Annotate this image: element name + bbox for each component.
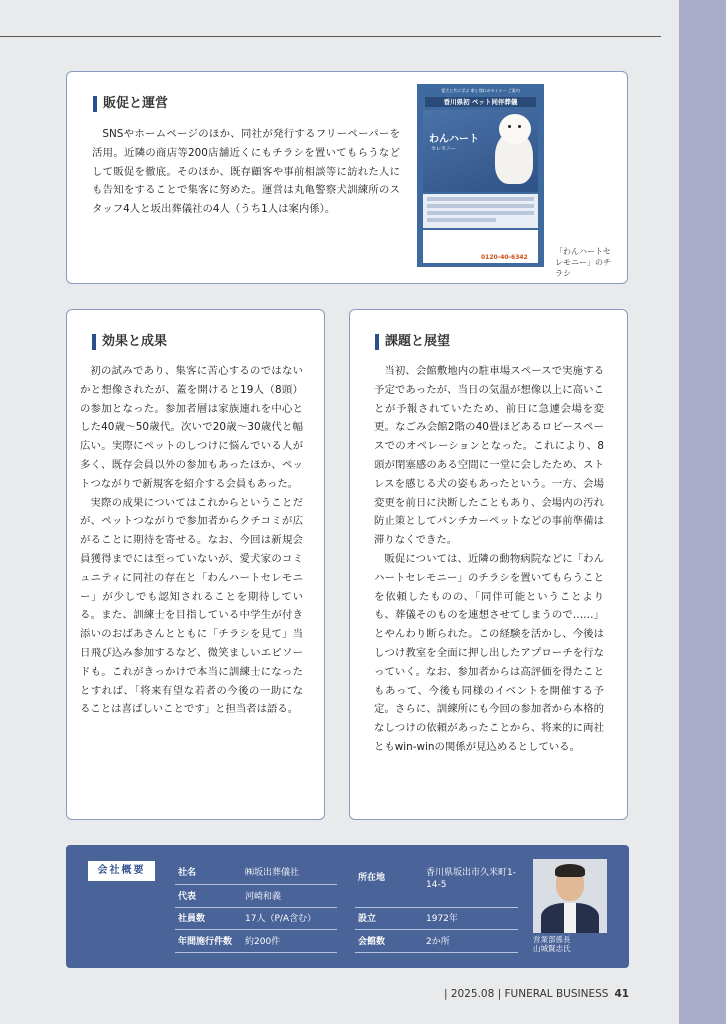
divider — [175, 884, 337, 885]
company-value-halls: 2か所 — [426, 937, 450, 947]
issues-paragraph-1: 当初、会館敷地内の駐車場スペースで実施する予定であったが、当日の気温が想像以上に高いことが予報されていたため、前日に急遽会場を変更。なごみ会館2階の40畳ほどあるロビースペースでのオペレーションとなった。これにより、8頭が閉塞感のある空間に一堂に会したため、ストレスを感じる犬の姿もあったという。一方、会場変更を前日に決断したこともあり、会場内の汚れ防止策としてパンチカーペットなどの事前準備は滞りなくできた。 — [374, 365, 604, 547]
flyer-band-text: 香川県初 ペット同伴葬儀 — [425, 97, 536, 107]
company-label-annual-services: 年間施行件数 — [178, 937, 233, 947]
divider — [355, 907, 518, 908]
flyer-phone: 0120-40-6342 — [481, 254, 528, 261]
results-paragraph-1: 初の試みであり、集客に苦心するのではないかと想像されたが、蓋を開けると19人（8頭）の参加となった。参加者層は家族連れを中心とした40歳〜50歳代。次いで20歳〜30歳代と幅広い。実際にペットのしつけに悩んでいる人が多く、既存会員以外の参加もあったほか、ペットつながりで新規客を紹介する会員もあった。 — [80, 365, 303, 490]
photo-shirt — [564, 903, 576, 933]
flyer-info-block — [423, 194, 538, 228]
flyer-caption: 「わんハートセレモニー」のチラシ — [555, 247, 611, 278]
company-value-name: ㈱坂出葬儀社 — [245, 868, 300, 878]
company-label-name: 社名 — [178, 868, 197, 878]
company-label-rep: 代表 — [178, 892, 197, 902]
company-label-founded: 設立 — [358, 914, 377, 924]
divider — [355, 952, 518, 953]
divider — [175, 952, 337, 953]
company-value-rep: 河崎和義 — [245, 892, 282, 902]
sales-body — [92, 125, 400, 219]
issues-body — [374, 362, 604, 757]
company-label-address: 所在地 — [358, 873, 386, 883]
dog-head — [499, 114, 531, 144]
results-heading: 効果と成果 — [92, 334, 167, 350]
dog-eye-left — [508, 125, 511, 128]
results-body — [80, 362, 303, 719]
flyer-title: わんハート — [429, 134, 479, 145]
dog-eye-right — [518, 125, 521, 128]
staff-photo — [533, 859, 607, 933]
flyer-top-text: 愛犬と共に学ぶ 命と別れのセミナー ご案内 — [441, 88, 520, 93]
company-overview-tag: 会社概要 — [88, 861, 155, 881]
company-value-annual-services: 約200件 — [245, 937, 281, 947]
side-color-bar — [679, 0, 726, 1024]
company-label-employees: 社員数 — [178, 914, 206, 924]
results-paragraph-2: 実際の成果についてはこれからということだが、ペットつながりで参加者からクチコミが広がることに期待を寄せる。なお、今回は新規会員獲得までには至っていないが、愛犬家のコミュニティに同社の存在と「わんハートセレモニー」が少しでも認知されることを期待している。また、訓練士を目指している中学生が付き添いのおばあさんとともに「チラシを見て」当日飛び込み参加するなど、微笑ましいエピソードも。これがきっかけで本当に訓練士になったとすれば、「将来有望な若者の今後の一助になることは喜ばしいことです」と担当者は語る。 — [80, 496, 303, 716]
divider — [355, 929, 518, 930]
page-footer — [444, 988, 629, 1000]
flyer-subtitle: セレモニー — [431, 146, 457, 152]
footer-issue: | 2025.08 | FUNERAL BUSINESS — [444, 988, 609, 1000]
company-label-halls: 会館数 — [358, 937, 386, 947]
staff-name: 山城賢志氏 — [533, 944, 571, 953]
company-value-employees: 17人（P/A含む） — [245, 914, 317, 924]
top-rule — [0, 36, 661, 37]
company-value-founded: 1972年 — [426, 914, 458, 924]
flyer-image — [417, 84, 544, 267]
photo-hair — [555, 864, 585, 877]
issues-heading: 課題と展望 — [375, 334, 450, 350]
divider — [175, 907, 337, 908]
staff-title: 営業部係長 — [533, 935, 571, 944]
divider — [175, 929, 337, 930]
page-number: 41 — [614, 988, 630, 1000]
sales-paragraph-1: SNSやホームページのほか、同社が発行するフリーペーパーを活用。近隣の商店等200店舗近くにもチラシを置いてもらうなどして販促を徹底。そのほか、既存顧客や事前相談等に訪れた人にも告知をすることで集客に努めた。運営は丸亀警察犬訓練所のスタッフ4人と坂出葬儀社の4人（うち1人は案内係）。 — [92, 128, 400, 216]
issues-paragraph-2: 販促については、近隣の動物病院などに「わんハートセレモニー」のチラシを置いてもらうことを依頼したものの、「同伴可能ということよりも、葬儀そのものを連想させてしまうので……」とやんわり断られた。この経験を活かし、今後はしつけ教室を全面に押し出したアプローチを行なっていく。なお、参加者からは高評価を得たこともあって、今後も同様のイベントを開催する予定。さらに、訓練所にも今回の参加者から本格的なしつけの依頼があったことから、将来的に両社ともwin-winの関係が見込めるとしている。 — [374, 552, 604, 753]
sales-heading: 販促と運営 — [93, 96, 168, 112]
staff-caption — [533, 935, 571, 953]
company-value-address: 香川県坂出市久米町1-14-5 — [426, 868, 516, 890]
